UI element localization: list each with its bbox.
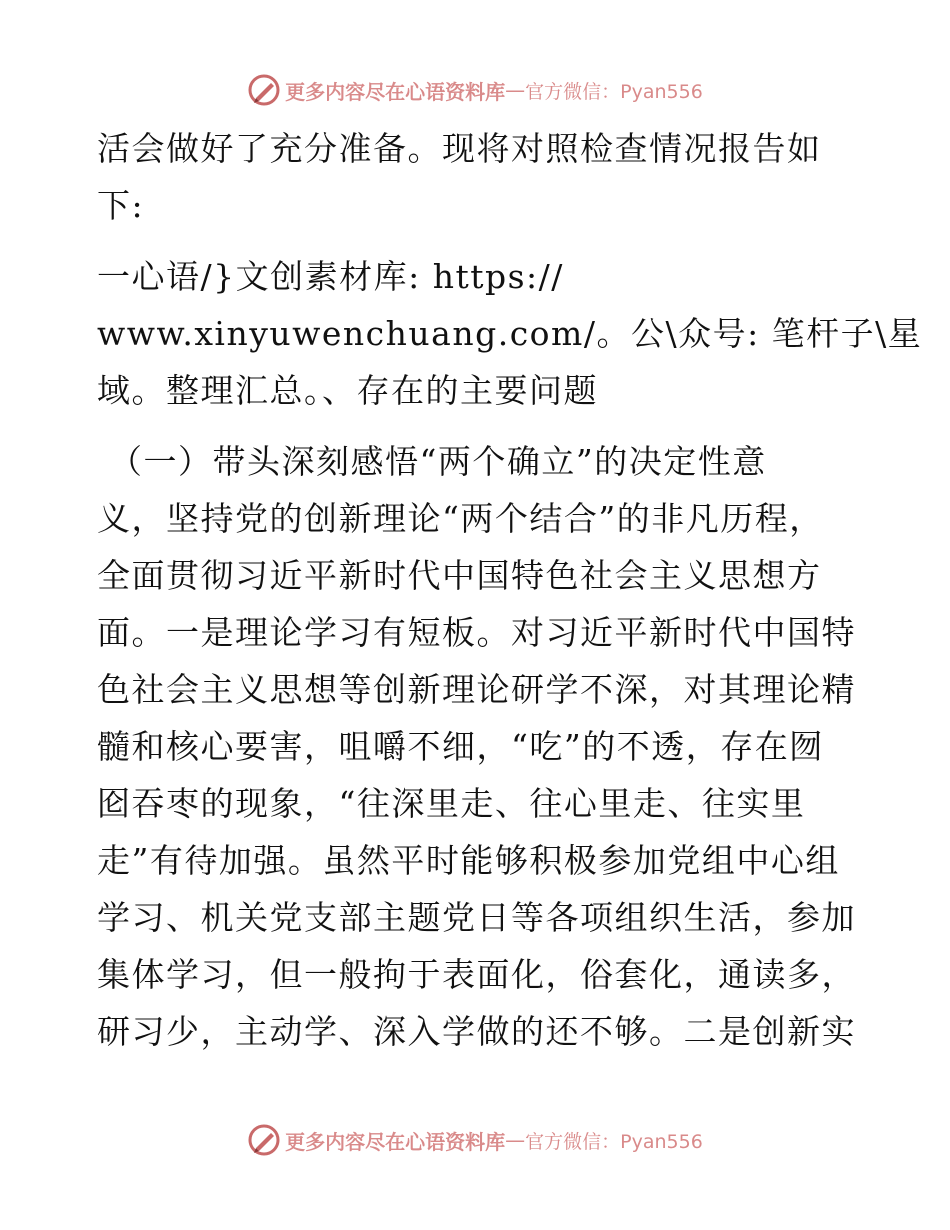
text-line: 囵吞枣的现象，“往深里走、往心里走、往实里: [97, 784, 806, 823]
header-watermark-banner: [0, 70, 950, 110]
text-line: 活会做好了充分准备。现将对照检查情况报告如: [97, 129, 822, 168]
text-line: 义，坚持党的创新理论“两个结合”的非凡历程，: [97, 499, 824, 538]
banner-wechat-text: 官方微信：Pyan556: [525, 80, 703, 103]
text-line: 学习、机关党支部主题党日等各项组织生活，参加: [97, 898, 856, 937]
text-line: 集体学习，但一般拘于表面化，俗套化，通读多，: [97, 955, 856, 994]
banner-wechat-text: 官方微信：Pyan556: [525, 1130, 703, 1153]
text-line: 全面贯彻习近平新时代中国特色社会主义思想方: [97, 556, 822, 595]
footer-watermark-banner: [0, 1120, 950, 1160]
text-line: 面。一是理论学习有短板。对习近平新时代中国特: [97, 613, 856, 652]
paragraph-3: [97, 433, 857, 1060]
section-heading-line: （一）带头深刻感悟“两个确立”的决定性意: [109, 442, 767, 481]
text-line: 研习少，主动学、深入学做的还不够。二是创新实: [97, 1012, 856, 1051]
pen-quill-logo-icon: [247, 1123, 281, 1157]
banner-main-text: 更多内容尽在心语资料库: [285, 1129, 506, 1154]
text-line: 域。整理汇总。、存在的主要问题: [97, 371, 598, 410]
banner-separator: —: [505, 1128, 526, 1152]
text-line: 色社会主义思想等创新理论研学不深，对其理论精: [97, 670, 856, 709]
text-line: 一心语/}文创素材库: https://: [97, 257, 564, 296]
text-line: 下:: [97, 186, 145, 225]
banner-main-text: 更多内容尽在心语资料库: [285, 79, 506, 104]
text-line: 髓和核心要害，咀嚼不细，“吃”的不透，存在囫: [97, 727, 824, 766]
text-line: www.xinyuwenchuang.com/。公\众号: 笔杆子\星: [97, 314, 923, 353]
pen-quill-logo-icon: [247, 73, 281, 107]
paragraph-2: [97, 248, 923, 419]
paragraph-1: [97, 120, 857, 234]
document-body: [97, 120, 923, 1060]
banner-separator: —: [505, 78, 526, 102]
text-line: 走”有待加强。虽然平时能够积极参加党组中心组: [97, 841, 840, 880]
